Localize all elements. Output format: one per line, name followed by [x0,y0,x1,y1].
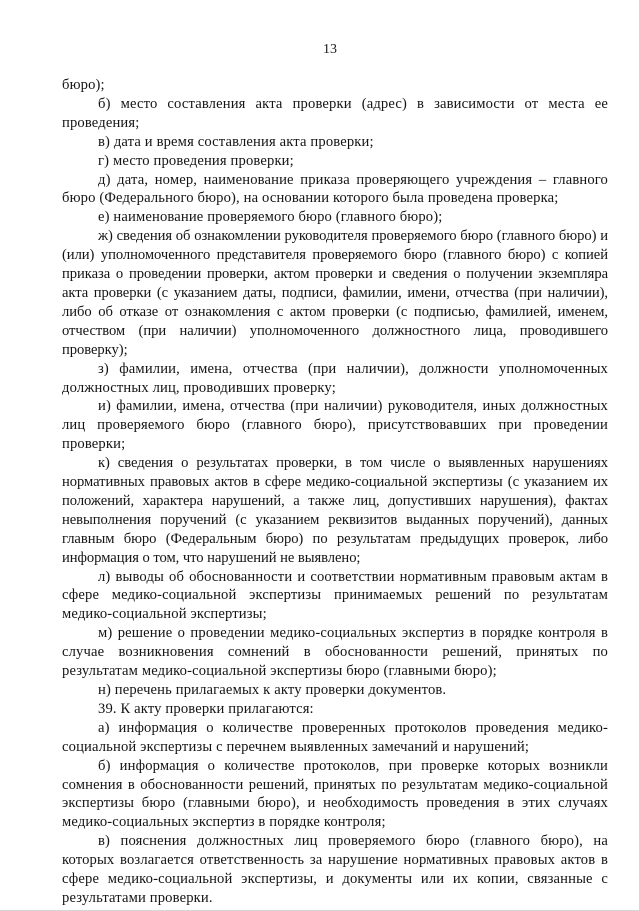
paragraph-item-n: н) перечень прилагаемых к акту проверки документов. [98,682,447,698]
paragraph-attachment-a: а) информация о количестве проверенных протоколов проведения медико-социальной экспертизы с перечнем выявленных замечаний и нарушений; [62,719,608,755]
paragraph-item-k: к) сведения о результатах проверки, в том числе о выявленных нарушениях нормативных правовых актов в сфере медико-социальной экспертизы (с указанием их положений, характера нарушений, а также лиц, допустивших нарушения), фактах невыполнения поручений (с указанием реквизитов выданных поручений), данных главным бюро (Федеральным бюро) по результатам предыдущих проверок, либо информация о том, что нарушений не выявлено; [62,455,608,566]
paragraph-item-i: и) фамилии, имена, отчества (при наличии) руководителя, иных должностных лиц проверяемого бюро (главного бюро), присутствовавших при проведении проверки; [62,398,608,453]
paragraph-attachment-b: б) информация о количестве протоколов, при проверке которых возникли сомнения в обоснованности решений, принятых по результатам медико-социальной экспертизы бюро (главными бюро), и необходимость проведения в этих случаях медико-социальных экспертиз в порядке контроля; [62,757,608,831]
document-body [62,76,608,908]
paragraph-item-e: е) наименование проверяемого бюро (главного бюро); [98,209,443,226]
paragraph-item-b: б) место составления акта проверки (адрес) в зависимости от места ее проведения; [62,95,608,131]
paragraph-attachment-v: в) пояснения должностных лиц проверяемого бюро (главного бюро), на которых возлагается ответственность за нарушение нормативных правовых актов в сфере медико-социальной экспертизы, и документы или их копии, связанные с результатами проверки. [62,833,608,906]
paragraph-item-zh: ж) сведения об ознакомлении руководителя проверяемого бюро (главного бюро) и (или) уполномоченного представителя проверяемого бюро (главного бюро) с копией приказа о проведении проверки, актом проверки и сведения о получении экземпляра акта проверки (с указанием даты, подписи, фамилии, имени, отчества (при наличии), либо об отказе от ознакомления с актом проверки (с подписью, фамилией, именем, отчеством (при наличии) уполномоченного должностного лица, проводившего проверку); [62,228,608,358]
paragraph-continuation: бюро); [62,77,105,93]
paragraph-item-d: д) дата, номер, наименование приказа проверяющего учреждения – главного бюро (Федерального бюро), на основании которого была проведена проверка; [62,171,608,207]
paragraph-item-z: з) фамилии, имена, отчества (при наличии), должности уполномоченных должностных лиц, проводивших проверку; [62,360,608,396]
paragraph-item-m: м) решение о проведении медико-социальных экспертиз в порядке контроля в случае возникновения сомнений в обоснованности решений, принятых по результатам медико-социальной экспертизы бюро (главными бюро); [62,625,608,680]
paragraph-section-39: 39. К акту проверки прилагаются: [98,700,314,717]
paragraph-item-l: л) выводы об обоснованности и соответствии нормативным правовым актам в сфере медико-социальной экспертизы принимаемых решений по результатам медико-социальной экспертизы; [62,568,608,623]
paragraph-item-v: в) дата и время составления акта проверки; [98,133,374,150]
paragraph-item-g: г) место проведения проверки; [98,152,294,169]
page-number: 13 [323,42,337,57]
